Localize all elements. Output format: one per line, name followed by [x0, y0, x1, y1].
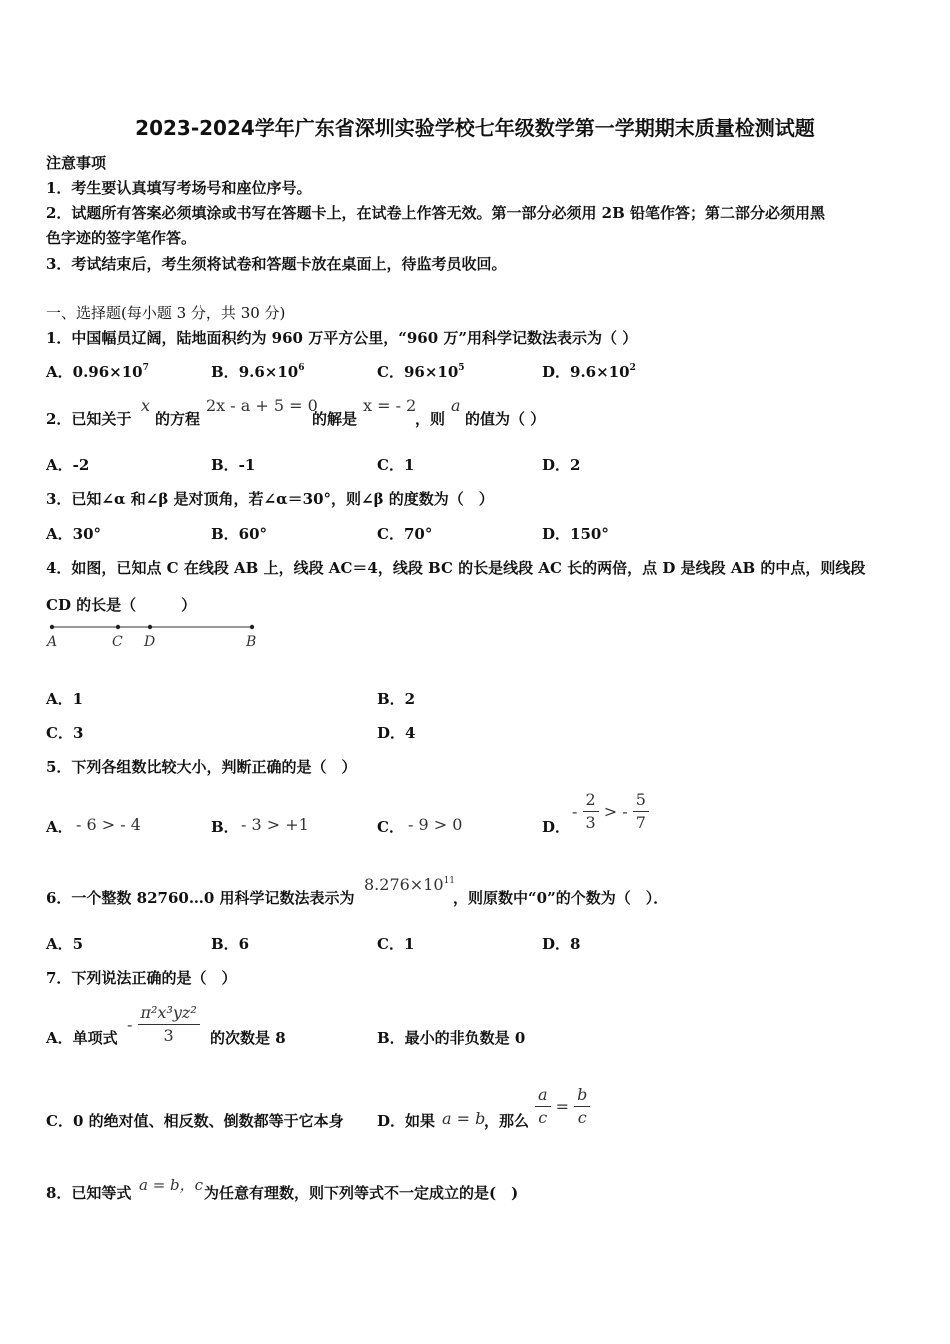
- q5-option-a-label: A．: [46, 818, 73, 836]
- point-b-dot: [250, 625, 254, 629]
- q7-option-b: B．最小的非负数是 0: [377, 1029, 526, 1047]
- q2-solution: x = - 2: [363, 396, 417, 415]
- notice-item-2-cont: 色字迹的签字笔作答。: [46, 229, 197, 247]
- q2-stem-part1: 2．已知关于: [46, 410, 132, 428]
- q1-option-a: A．$0.96\times 10^7$: [46, 363, 149, 381]
- point-c-dot: [116, 625, 120, 629]
- q7-stem: 7．下列说法正确的是（ ）: [46, 969, 237, 987]
- q6-option-c: C．1: [377, 935, 415, 953]
- q3-option-b: B．60°: [211, 525, 268, 543]
- q4-line-segment-figure: [40, 618, 270, 652]
- q5-stem: 5．下列各组数比较大小，判断正确的是（ ）: [46, 758, 357, 776]
- q2-var-a: a: [451, 396, 461, 415]
- q2-equation: 2x - a + 5 = 0: [206, 396, 318, 415]
- q7-option-d-equation: a = b: [442, 1109, 486, 1128]
- q4-option-c: C．3: [46, 724, 84, 742]
- notice-item-2: 2．试题所有答案必须填涂或书写在答题卡上，在试卷上作答无效。第一部分必须用 2B 铅笔作答；第二部分必须用黑: [46, 204, 826, 222]
- point-d-dot: [148, 625, 152, 629]
- q2-option-d: D．2: [542, 456, 581, 474]
- q4-option-b: B．2: [377, 690, 416, 708]
- q8-stem-part2: 为任意有理数，则下列等式不一定成立的是( ): [204, 1184, 519, 1202]
- q5-option-b-expr: - 3 > +1: [241, 815, 309, 834]
- q5-option-b-label: B．: [211, 818, 239, 836]
- q6-stem-part1: 6．一个整数 82760…0 用科学记数法表示为: [46, 889, 355, 907]
- q7-option-d-fraction-eq: $\frac{a}{c}$ = $\frac{b}{c}$: [535, 1084, 590, 1129]
- notice-item-3: 3．考试结束后，考生须将试卷和答题卡放在桌面上，待监考员收回。: [46, 255, 507, 273]
- notice-heading: 注意事项: [46, 154, 107, 172]
- q2-option-c: C．1: [377, 456, 415, 474]
- q7-option-c: C．0 的绝对值、相反数、倒数都等于它本身: [46, 1112, 344, 1130]
- q6-stem-part2: ，则原数中“0”的个数为（ ）．: [453, 889, 669, 907]
- q6-option-b: B．6: [211, 935, 250, 953]
- q1-option-b: B．$9.6\times 10^6$: [211, 363, 305, 381]
- notice-item-1: 1．考生要认真填写考场号和座位序号。: [46, 179, 312, 197]
- q7-option-d-part1: D．如果: [377, 1112, 436, 1130]
- q7-option-a-monomial: - $\frac{\text{π²x³yz²}}{3}$: [127, 1002, 200, 1047]
- q5-option-d-label: D．: [542, 818, 571, 836]
- q3-stem: 3．已知∠α 和∠β 是对顶角，若∠α＝30°，则∠β 的度数为（ ）: [46, 490, 494, 508]
- point-b-label: B: [246, 634, 257, 650]
- q4-stem-line2: CD 的长是（ ）: [46, 596, 197, 614]
- q5-option-d-expr: - $\frac{2}{3}$ > - $\frac{5}{7}$: [572, 789, 649, 834]
- q7-option-a-part1: A．单项式: [46, 1029, 118, 1047]
- q5-option-c-label: C．: [377, 818, 404, 836]
- q2-option-a: A．-2: [46, 456, 90, 474]
- q6-option-d: D．8: [542, 935, 581, 953]
- q4-stem-line1: 4．如图，已知点 C 在线段 AB 上，线段 AC＝4，线段 BC 的长是线段 AC 长的两倍，点 D 是线段 AB 的中点，则线段: [46, 559, 866, 577]
- q8-stem-part1: 8．已知等式: [46, 1184, 132, 1202]
- q5-option-c-expr: - 9 > 0: [408, 815, 463, 834]
- q2-option-b: B．-1: [211, 456, 256, 474]
- q3-option-d: D．150°: [542, 525, 609, 543]
- q2-stem-part4: ，则: [415, 410, 446, 428]
- q5-option-a-expr: - 6 > - 4: [76, 815, 141, 834]
- q1-stem: 1．中国幅员辽阔，陆地面积约为 960 万平方公里，“960 万”用科学记数法表示为（ ）: [46, 329, 638, 347]
- q8-equation: a = b，c: [139, 1176, 204, 1194]
- q2-stem-part5: 的值为（ ）: [465, 410, 546, 428]
- section-heading: 一、选择题(每小题 3 分，共 30 分): [46, 304, 286, 322]
- q3-option-c: C．70°: [377, 525, 433, 543]
- q7-option-d-part2: ，那么: [484, 1112, 530, 1130]
- q1-option-c: C．$96\times 10^5$: [377, 363, 465, 381]
- point-c-label: C: [112, 634, 123, 650]
- q6-option-a: A．5: [46, 935, 84, 953]
- q1-option-d: D．$9.6\times 10^2$: [542, 363, 636, 381]
- point-a-dot: [50, 625, 54, 629]
- q6-scientific-notation: $8.276\times 10^{11}$: [364, 875, 456, 894]
- q4-option-a: A．1: [46, 690, 84, 708]
- q4-option-d: D．4: [377, 724, 416, 742]
- page-title: 2023-2024学年广东省深圳实验学校七年级数学第一学期期末质量检测试题: [135, 116, 815, 140]
- point-a-label: A: [47, 634, 58, 650]
- q2-stem-part2: 的方程: [155, 410, 201, 428]
- q3-option-a: A．30°: [46, 525, 102, 543]
- q2-stem-part3: 的解是: [312, 410, 358, 428]
- q7-option-a-part2: 的次数是 8: [210, 1029, 286, 1047]
- q2-var-x: x: [141, 396, 151, 415]
- point-d-label: D: [144, 634, 156, 650]
